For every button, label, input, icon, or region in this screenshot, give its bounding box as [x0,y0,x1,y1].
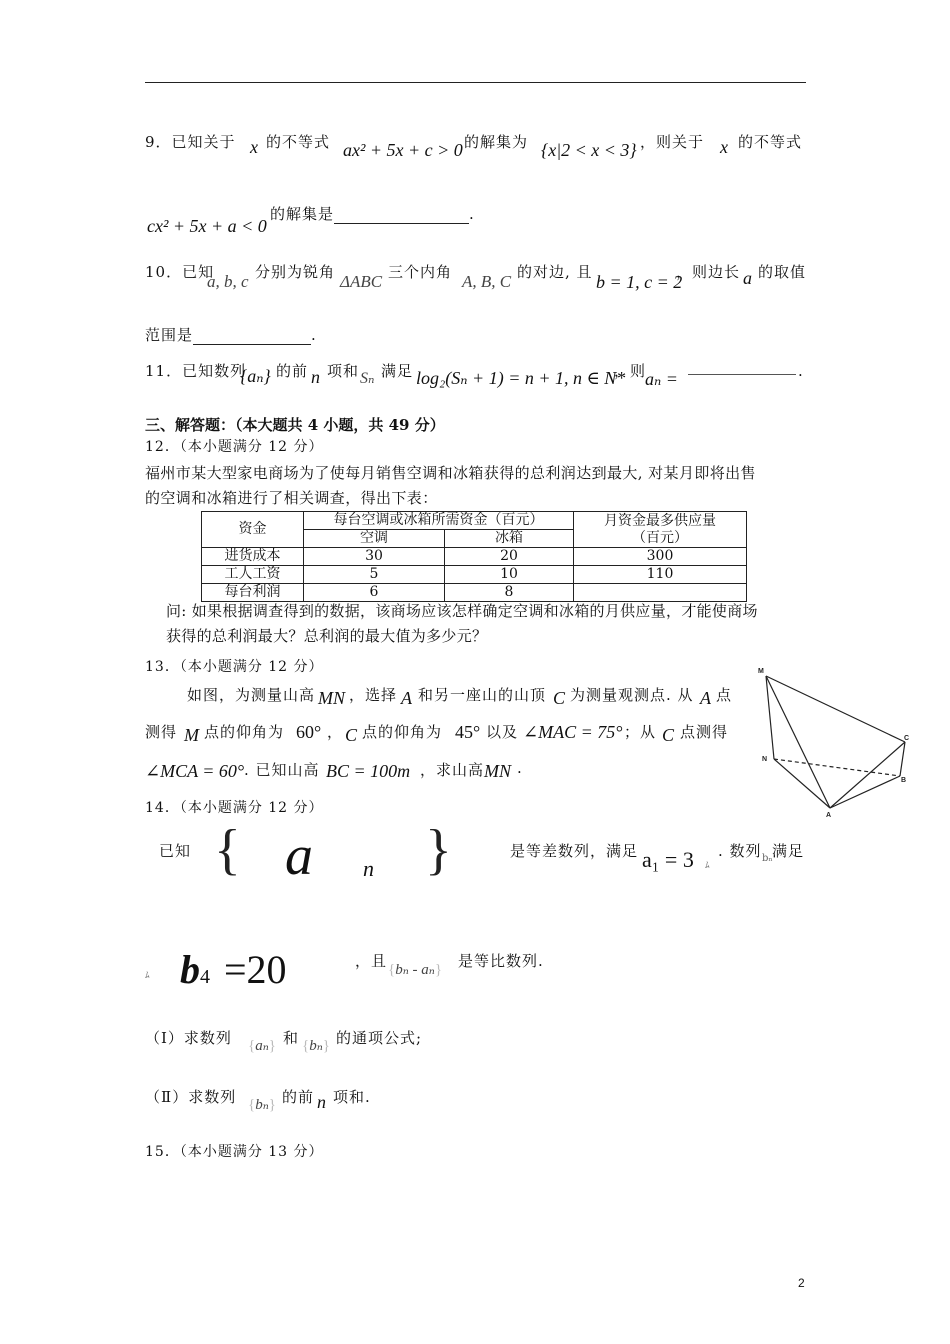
q13-angle-45: 45° [455,722,481,742]
q11-an: aₙ = [645,369,678,389]
q13-MN: MN [318,688,345,708]
q10-text: 的取值 [758,263,807,281]
q14-bn [248,1095,276,1114]
q14-an-text: aₙ [255,1038,269,1054]
fig-line-AB [830,776,900,808]
q14-small-mark: ﾑ [145,971,150,981]
q14-bn-text: bₙ [255,1097,269,1113]
q13-text: 以及 [486,723,519,741]
q10-text: 范围是 [145,326,194,344]
q14-part2: （Ⅱ）求数列 [145,1088,237,1106]
q12-ask-line1: 问: 如果根据调查得到的数据，该商场应该怎样确定空调和冰箱的月供应量，才能使商场 [166,602,758,620]
q13-A: A [700,688,711,708]
q14-b4-eq: =20 [224,947,287,992]
q11-text: 项和 [327,362,360,380]
q13-MN: MN [484,761,511,781]
q14-close-brace: } [434,962,443,978]
q14-b-letter: b [180,947,200,992]
q9-answer-blank[interactable] [334,209,469,224]
q13-text: 和另一座山的山顶 [418,686,547,704]
q14-an [248,1036,276,1055]
q13-text: 如图，为测量山高 [187,686,316,704]
table-row [202,584,747,602]
q9-inequality-2: cx² + 5x + a < 0 [147,216,267,236]
q14-text: 满足 [772,842,805,860]
header-rule [145,82,806,83]
q14-part1 [145,1027,232,1048]
fig-label-C: C [904,735,910,742]
q14-text: 的前 [282,1088,315,1106]
table-header-fund: 资金 [202,512,304,548]
q12-line2: 的空调和冰箱进行了相关调查，得出下表： [145,489,438,507]
q10-text: 分别为锐角 [255,263,336,281]
q12-table [201,511,747,602]
table-cell-fridge: 8 [445,584,574,602]
q14-bn [302,1036,330,1055]
table-cell-supply [574,584,747,602]
table-header-supply-line1: 月资金最多供应量 [604,512,716,529]
q10-text: 的对边, 且 [517,263,593,281]
q14-text: 的通项公式; [336,1029,423,1047]
q10-condition: b = 1, c = 2 [596,272,683,292]
q13-text: 测得 [145,723,178,741]
q11-text: ，则 [614,362,647,380]
table-cell-supply: 110 [574,566,747,584]
q14-text: ，且 [355,952,388,970]
q13-text: ， [327,723,344,741]
q11-answer-blank[interactable] [688,374,796,375]
table-cell-fridge: 20 [445,548,574,566]
q14-text: 项和. [333,1088,371,1106]
q14-a1: a₁ = 3 [642,847,694,872]
q12-ask-line2: 获得的总利润最大？总利润的最大值为多少元？ [166,627,488,645]
table-cell-ac: 5 [304,566,445,584]
q15-heading: 15．（本小题满分 13 分） [145,1144,324,1160]
q14-text: 已知 [159,842,192,860]
table-cell-label: 每台利润 [202,584,304,602]
q11-var-n: n [311,367,320,387]
q11-number: 11．已知数列 [145,362,247,380]
q11-sequence: {aₙ} [240,366,271,386]
table-cell-label: 进货成本 [202,548,304,566]
q14-close-brace: } [322,1038,330,1054]
q9-var-x: x [250,137,258,157]
q14-b4 [180,947,287,997]
q10-sides: a, b, c [207,272,249,291]
fig-line-MA [766,676,830,808]
q13-text: 点 [716,686,733,704]
q13-heading: 13．（本小题满分 12 分） [145,659,324,675]
q14-b-sub: 4 [200,966,210,988]
q13-text: ，选择 [349,686,398,704]
q10-text: 三个内角 [388,263,453,281]
fig-label-M: M [758,668,764,675]
q9-inequality-1: ax² + 5x + c > 0 [343,140,463,160]
fig-line-NB [774,759,900,776]
q13-text: 点测得 [680,723,729,741]
q13-text: . 已知山高 [244,761,320,779]
q10-text: ，则边长 [676,263,741,281]
q14-open-brace: { [388,962,396,978]
q13-text: 点的仰角为 [204,723,285,741]
q14-heading: 14．（本小题满分 12 分） [145,800,324,816]
table-header-supply [574,512,747,548]
q14-text: 是等差数列，满足 [510,842,639,860]
q10-line2 [145,324,317,345]
q14-a-large: a [285,825,313,887]
q10-triangle: ΔABC [340,272,383,291]
q14-text: 是等比数列. [458,952,544,970]
q14-close-brace: } [268,1038,276,1054]
q11-end: . [798,362,804,380]
q14-n-sub: n [363,856,374,881]
q14-bn-minus-an [388,960,442,979]
q12-heading: 12．（本小题满分 12 分） [145,439,324,455]
q9-text: ，则关于 [640,133,705,151]
q13-angle-MAC: ∠MAC = 75° [523,722,623,742]
q9-end: . [469,205,475,223]
q11-Sn: Sₙ [360,370,375,387]
q13-C: C [662,725,675,745]
table-header-ac: 空调 [304,530,445,548]
fig-line-MN [766,676,774,759]
table-row [202,548,747,566]
table-header-fridge: 冰箱 [445,530,574,548]
table-header-need: 每台空调或冰箱所需资金（百元） [304,512,574,530]
q11-text: 的前 [276,362,309,380]
fig-label-A: A [826,812,832,819]
q11-text: 满足 [381,362,414,380]
q14-left-brace: { [214,819,241,881]
q14-right-brace: } [425,819,452,881]
q14-bn-minus-an-text: bₙ - aₙ [395,962,435,978]
section-3-heading: 三、解答题：（本大题共 4 小题，共 49 分） [145,416,445,434]
fig-line-NA [774,759,830,808]
table-cell-fridge: 10 [445,566,574,584]
q9-solution-set: {x|2 < x < 3} [541,140,637,160]
q10-end: . [311,326,317,344]
q14-open-brace: { [302,1038,310,1054]
q9-text: 的不等式 [738,133,803,151]
q13-BC: BC = 100m [326,761,411,781]
q9-text: 已知关于 [171,133,236,151]
q13-text: . [517,759,523,777]
q10-number: 10．已知 [145,263,215,281]
q10-var-a: a [743,268,752,288]
q13-text: 为测量观测点. 从 [570,686,694,704]
q10-answer-blank[interactable] [193,330,311,345]
q14-text: . 数列 [718,842,762,860]
q13-C: C [553,688,566,708]
q13-figure [752,662,912,822]
fig-label-B: B [901,777,907,784]
q9-number: 9． [145,133,172,151]
q14-var-n: n [317,1092,326,1112]
table-header-supply-line2: （百元） [632,529,688,546]
q9-line1 [145,131,236,152]
fig-line-MC [766,676,905,742]
q13-A: A [401,688,412,708]
q11-condition: log₂(Sₙ + 1) = n + 1, n ∈ N* [416,368,626,388]
q14-part1-text: （Ⅰ）求数列 [145,1029,232,1047]
q13-angle-MCA: ∠MCA = 60° [145,761,245,781]
q14-close-brace: } [268,1097,276,1113]
q13-M: M [184,725,199,745]
q14-small-mark: ﾑ [705,861,710,871]
table-cell-ac: 6 [304,584,445,602]
q9-text: 的不等式 [266,133,331,151]
q9-text [270,203,475,224]
q9-var-x: x [720,137,728,157]
q13-angle-60: 60° [296,722,322,742]
q14-text: 和 [283,1029,300,1047]
q10-angles: A, B, C [462,272,512,291]
fig-label-N: N [762,756,768,763]
q14-bn-text: bₙ [309,1038,323,1054]
table-row [202,566,747,584]
q14-bn-small: bₙ [762,853,773,864]
q13-C: C [345,725,358,745]
page-number: 2 [798,1276,805,1290]
q13-text: 点的仰角为 [362,723,443,741]
table-cell-supply: 300 [574,548,747,566]
table-cell-ac: 30 [304,548,445,566]
q9-text: 的解集是 [270,205,335,223]
q14-open-brace: { [248,1097,256,1113]
table-cell-label: 工人工资 [202,566,304,584]
fig-line-CB [900,742,905,776]
q13-text: ，求山高 [420,761,485,779]
q9-text: 的解集为 [464,133,529,151]
q12-line1: 福州市某大型家电商场为了使每月销售空调和冰箱获得的总利润达到最大, 对某月即将出售 [145,464,756,482]
q13-text: ；从 [624,723,657,741]
q14-open-brace: { [248,1038,256,1054]
